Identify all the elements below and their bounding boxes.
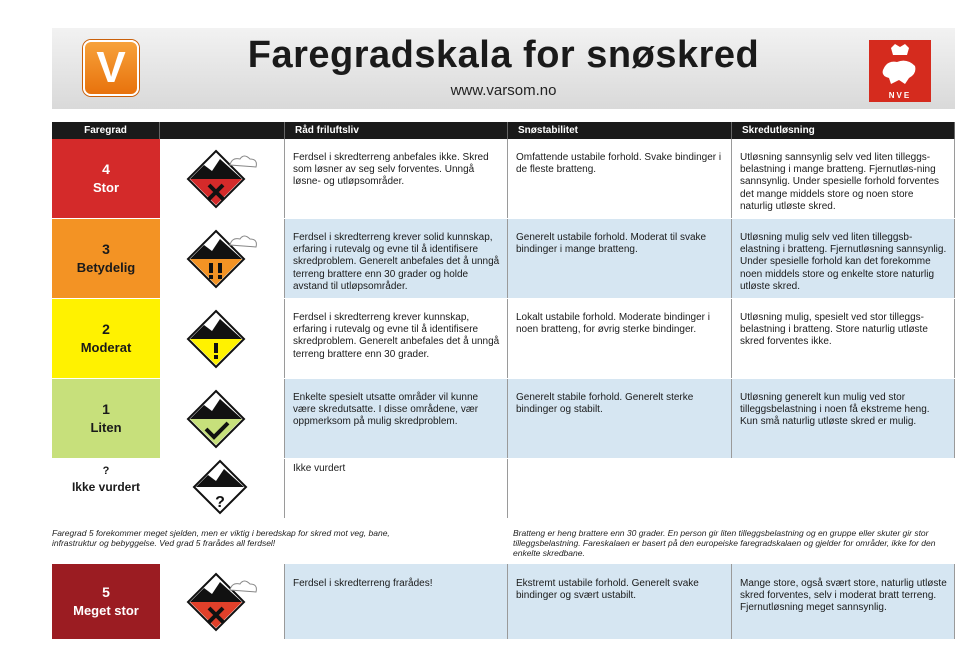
release-text: Utløsning sannsynlig selv ved liten tilleggs-belastning i mange bratteng. Fjernutløs-ning sannsynlig. Under spesielle forhold forventes det mange middels store og noen store naturlig utløste skred. <box>732 139 955 218</box>
stability-text: Omfattende ustabile forhold. Svake bindinger i de fleste bratteng. <box>508 139 732 218</box>
danger-3-double-exclamation-icon <box>160 219 285 298</box>
level-row-1 <box>52 379 955 459</box>
stability-text: Lokalt ustabile forhold. Moderate bindinger i noen bratteng, for øvrig sterke bindinger. <box>508 299 732 378</box>
level-badge <box>52 219 160 298</box>
level-badge <box>52 299 160 378</box>
note-level5: Faregrad 5 forekommer meget sjelden, men er viktig i beredskap for skred mot veg, bane, infrastruktur og bebyggelse. Ved grad 5 frarådes all ferdsel! <box>52 528 390 549</box>
col-header-release: Skredutløsning <box>732 122 955 139</box>
release-text <box>732 459 955 518</box>
level-row-2 <box>52 299 955 379</box>
advice-text: Ikke vurdert <box>285 459 508 518</box>
danger-2-exclamation-icon <box>160 299 285 378</box>
advice-text: Ferdsel i skredterreng anbefales ikke. Skred som løsner av seg selv forventes. Unngå løsne- og utløpsområder. <box>285 139 508 218</box>
page-header <box>52 28 955 109</box>
danger-5-cross-icon <box>160 564 285 639</box>
release-text: Mange store, også svært store, naturlig utløste skred forventes, selv i moderat bratt terreng. Fjernutløsning meget sannsynlig. <box>732 564 955 639</box>
col-header-stability: Snøstabilitet <box>508 122 732 139</box>
release-text: Utløsning generelt kun mulig ved stor tilleggsbelastning i noen få ekstreme heng. Kun små naturlig utløste skred er mulig. <box>732 379 955 458</box>
advice-text: Enkelte spesielt utsatte områder vil kunne være skredutsatte. I disse områdene, vær oppmerksom på mulig skredproblem. <box>285 379 508 458</box>
nve-logo: NVE <box>869 40 931 102</box>
advice-text: Ferdsel i skredterreng krever kunnskap, erfaring i rutevalg og evne til å identifisere skredproblem. Generelt anbefales det å unngå terreng brattere enn 30 grader. <box>285 299 508 378</box>
level-number: 1 <box>102 401 110 418</box>
table-header <box>52 122 955 139</box>
level-name: Stor <box>93 180 119 196</box>
page-title: Faregradskala for snøskred <box>247 34 760 76</box>
stability-text: Ekstremt ustabile forhold. Generelt svake bindinger og svært ustabilt. <box>508 564 732 639</box>
level-badge <box>52 379 160 458</box>
release-text: Utløsning mulig, spesielt ved stor tilleggs-belastning i bratteng. Store naturlig utløste skred forventes ikke. <box>732 299 955 378</box>
level-row-not-assessed <box>52 459 955 519</box>
level-name: Moderat <box>80 340 132 356</box>
level-number: 5 <box>102 584 110 601</box>
crown-lion-icon <box>869 40 931 90</box>
level-number: 2 <box>102 321 110 338</box>
level-row-5 <box>52 564 955 640</box>
level-name: Meget stor <box>73 603 139 619</box>
level-name: Liten <box>90 420 122 436</box>
level-row-4 <box>52 139 955 219</box>
release-text: Utløsning mulig selv ved liten tilleggsb-elastning i bratteng. Fjernutløsning sannsynlig. Under spesielle forhold kan det forekomme noen middels store og enkelte store naturlig utløste skred. <box>732 219 955 298</box>
level-number: ? <box>102 465 110 477</box>
level-badge <box>52 459 160 518</box>
col-header-faregrad: Faregrad <box>52 122 160 139</box>
note-bratteng: Bratteng er heng brattere enn 30 grader. En person gir liten tilleggsbelastning og en gruppe eller skuter gir stor tilleggsbelastning. Fareskalaen er basert på den europeiske faregradskalaen og gjelder for områder, ikke for den enkelte skredbane. <box>513 528 936 559</box>
danger-4-cross-icon <box>160 139 285 218</box>
level-badge <box>52 139 160 218</box>
level-number: 3 <box>102 241 110 258</box>
danger-scale-table <box>52 122 955 519</box>
website-url[interactable]: www.varsom.no <box>450 82 557 99</box>
varsom-logo: V <box>83 40 139 96</box>
advice-text: Ferdsel i skredterreng krever solid kunnskap, erfaring i rutevalg og evne til å identifisere skredproblem. Generelt anbefales det å unngå terreng brattere enn 30 grader og holde avstand til utløpsområder. <box>285 219 508 298</box>
level-row-3 <box>52 219 955 299</box>
advice-text: Ferdsel i skredterreng frarådes! <box>285 564 508 639</box>
level-badge <box>52 564 160 639</box>
stability-text: Generelt stabile forhold. Generelt sterke bindinger og stabilt. <box>508 379 732 458</box>
col-header-advice: Råd friluftsliv <box>285 122 508 139</box>
stability-text <box>508 459 732 518</box>
level-name: Betydelig <box>76 260 136 276</box>
not-assessed-question-icon <box>160 459 285 518</box>
level-number: 4 <box>102 161 110 178</box>
svg-text:?: ? <box>215 494 225 511</box>
danger-1-checkmark-icon <box>160 379 285 458</box>
stability-text: Generelt ustabile forhold. Moderat til svake bindinger i mange bratteng. <box>508 219 732 298</box>
col-header-icon <box>160 122 285 139</box>
level-name: Ikke vurdert <box>71 480 141 495</box>
